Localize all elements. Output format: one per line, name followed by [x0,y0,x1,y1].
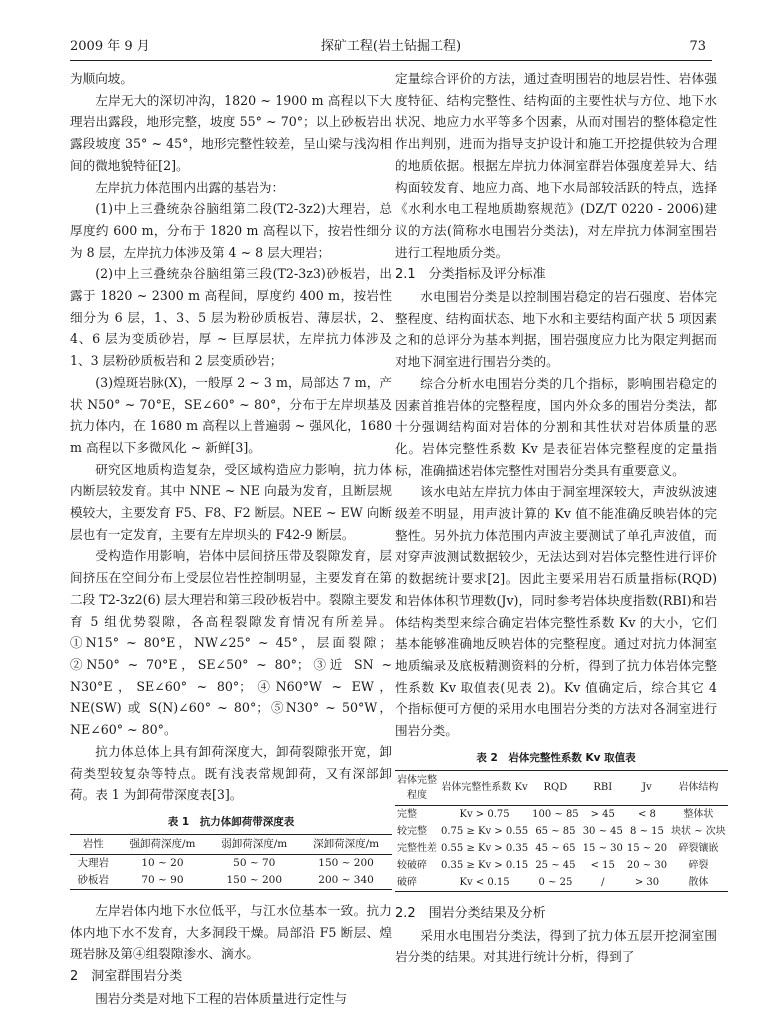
table-cell: 完整 [397,808,417,820]
table-header-cell: 岩体完整性系数 Kv [441,782,528,794]
table-cell: 65 ~ 85 [535,825,576,837]
table-row [70,872,392,890]
table-header-cell: 岩体结构 [678,782,719,794]
table-header-cell: 岩性 [82,837,104,850]
table-cell: 0.55 ≥ Kv > 0.35 [441,842,529,854]
table1-caption: 表 1 抗力体卸荷带深度表 [167,815,295,828]
paragraph: 抗力体总体上具有卸荷深度大，卸荷裂隙张开宽，卸荷类型较复杂等特点。既有浅表常规卸荷，又有深部卸荷。表 1 为卸荷带深度表[3]。 [70,743,392,803]
table-header-cell: 岩体完整程度 [397,774,437,801]
table-cell: 0.35 ≥ Kv > 0.15 [441,859,529,871]
paragraph: 受构造作用影响，岩体中层间挤压带及裂隙发育，层间挤压在空间分布上受层位岩性控制明显，主要发育在第二段 T2-3z2(6) 层大理岩和第三段砂板岩中。裂隙主要发育 5 组优势裂隙，各高程裂隙发育情况有所差异。①N15° ~ 80°E，NW∠25° ~ 45°，层面裂隙；②N50° ~ 70°E，SE∠50° ~ 80°；③近 SN ~ N30°E，SE∠60° ~ 80°；④N60°W ~ EW，NE(SW) 或 S(N)∠60° ~ 80°；⑤N30° ~ 50°W，NE∠60° ~ 80°。 [70,548,392,738]
table-row [395,805,728,823]
table-row [395,823,728,840]
table-cell: 30 ~ 45 [582,825,623,837]
paragraph: 水电围岩分类是以控制围岩稳定的岩石强度、岩体完整程度、结构面状态、地下水和主要结构面产状 5 项因素之和的总评分为基本判据，围岩强度应力比为限定判据而对地下洞室进行围岩分类的。 [395,289,717,370]
paragraph: 左岸无大的深切冲沟，1820 ~ 1900 m 高程以下大理岩出露段，地形完整，坡度 55° ~ 70°；以上砂板岩出露段坡度 35° ~ 45°，地形完整性较差，呈山梁与浅沟相间的微地貌特征[2]。 [70,92,392,173]
table-cell: 70 ~ 90 [141,873,184,886]
table-cell: 15 ~ 20 [626,842,668,854]
paragraph: 左岸抗力体范围内出露的基岩为： [95,179,285,195]
table2-caption: 表 2 岩体完整性系数 Kv 取值表 [476,751,636,764]
table-header-cell: 弱卸荷深度/m [221,837,288,850]
table-header-row [395,770,728,805]
table-row [395,840,728,857]
table-cell: Kv < 0.15 [459,876,510,888]
table-cell: 0.75 ≥ Kv > 0.55 [441,825,529,837]
table-cell: 碎裂 [688,859,709,871]
header-date: 2009 年 9 月 [70,39,150,54]
table-cell: 碎裂镶嵌 [678,842,719,854]
paragraph: 左岸岩体内地下水位低平，与江水位基本一致。抗力体内地下水不发育，大多洞段干燥。局部沿 F5 断层、煌斑岩脉及第④组裂隙渗水、滴水。 [70,902,392,962]
table-cell: 20 ~ 30 [626,859,668,871]
header-page-number: 73 [689,39,706,54]
table-header-cell: RQD [543,782,568,794]
table-cell: < 8 [638,808,656,820]
section-heading: 2 洞室群围岩分类 [70,969,183,985]
running-header [70,34,712,61]
spacer [70,890,392,900]
paragraph: (3)煌斑岩脉(X)，一般厚 2 ~ 3 m，局部达 7 m，产状 N50° ~ 70°E，SE∠60° ~ 80°，分布于左岸坝基及抗力体内，在 1680 m 高程以上普遍弱 ~ 强风化，1680 m 高程以下多微风化 ~ 新鲜[3]。 [70,374,392,455]
table-cell: 50 ~ 70 [233,856,276,869]
table-cell: < 15 [590,859,615,871]
table-cell: 破碎 [397,876,417,888]
table-header-cell: 深卸荷深度/m [313,837,380,850]
table-cell: 0 ~ 25 [538,876,573,888]
table-cell: 完整性差 [397,842,437,854]
table-cell: 15 ~ 30 [582,842,623,854]
subsection-heading: 2.2 围岩分类结果及分析 [395,905,546,921]
table-cell: Kv > 0.75 [459,808,510,820]
subsection-heading: 2.1 分类指标及评分标准 [395,267,546,283]
table-cell: 大理岩 [77,856,110,869]
table-cell: 整体状 [683,808,714,820]
table-cell: 较完整 [397,825,427,837]
table-cell: 200 ~ 340 [318,873,374,886]
table-cell: 散体 [688,876,709,888]
table-cell: > 45 [590,808,615,820]
table-cell: 45 ~ 65 [535,842,576,854]
table-header-row [70,834,392,854]
header-journal: 探矿工程(岩土钻掘工程) [320,39,462,54]
kv-value-table [395,770,728,892]
table-cell: 10 ~ 20 [141,856,184,869]
paragraph: 综合分析水电围岩分类的几个指标，影响围岩稳定的因素首推岩体的完整程度，国内外众多的围岩分类法，都十分强调结构面对岩体的分割和其性状对岩体质量的恶化。岩体完整性系数 Kv 是表征岩体完整程度的定量指标，准确描述岩体完整性对围岩分类具有重要意义。 [395,375,717,478]
table-cell: 150 ~ 200 [226,873,283,886]
table-cell: 较破碎 [397,859,427,871]
table-cell: 砂板岩 [77,873,110,886]
left-column [70,68,392,1009]
table-cell: 100 ~ 85 [532,808,579,820]
paragraph: (1)中上三叠统杂谷脑组第二段(T2-3z2)大理岩，总厚度约 600 m，分布于 1820 m 高程以下，按岩性细分为 8 层，左岸抗力体涉及第 4 ~ 8 层大理岩； [70,201,392,260]
unloading-depth-table [70,834,392,890]
table-cell: 块状 ~ 次块 [671,825,726,837]
spacer [395,892,717,902]
paragraph: 该水电站左岸抗力体由于洞室埋深较大，声波纵波速级差不明显，用声波计算的 Kv 值不能准确反映岩体的完整性。另外抗力体范围内声波主要测试了单孔声波值，而对穿声波测试数据较少，无法达到对岩体完整性进行评价的数据统计要求[2]。因此主要采用岩石质量指标(RQD)和岩体体积节理数(Jv)，同时参考岩体块度指数(RBI)和岩体结构类型来综合确定岩体完整性系数 Kv 的大小，它们基本能够准确地反映岩体的完整程度。通过对抗力体洞室地质编录及底板精测资料的分析，得到了抗力体岩体完整性系数 Kv 取值表(见表 2)。Kv 值确定后，综合其它 4 个指标便可方便的采用水电围岩分类的方法对各洞室进行围岩分类。 [395,484,717,739]
table-header-cell: 强卸荷深度/m [129,837,196,850]
paragraph: 围岩分类是对地下工程的岩体质量进行定性与 [95,990,348,1006]
paragraph: (2)中上三叠统杂谷脑组第三段(T2-3z3)砂板岩，出露于 1820 ~ 2300 m 高程间，厚度约 400 m，按岩性细分为 6 层，1、3、5 层为粉砂质板岩、薄层状，2、4、6 层为变质砂岩，厚 ~ 巨厚层状，左岸抗力体涉及 1、3 层粉砂质板岩和 2 层变质砂岩； [70,266,392,369]
table-row [395,857,728,874]
table-cell: 150 ~ 200 [318,856,374,869]
right-column [395,68,726,968]
paragraph: 定量综合评价的方法，通过查明围岩的地层岩性、岩体强度特征、结构完整性、结构面的主要性状与方位、地下水状况、地应力水平等多个因素，从而对围岩的整体稳定性作出判别，进而为指导支护设计和施工开挖提供较为合理的地质依据。根据左岸抗力体洞室群岩体强度差异大、结构面较发育、地应力高、地下水局部较活跃的特点，选择《水利水电工程地质勘察规范》(DZ/T 0220 - 2006)建议的方法(简称水电围岩分类法)，对左岸抗力体洞室围岩进行工程地质分类。 [395,71,717,260]
table-header-cell: Jv [642,782,652,794]
table-cell: 25 ~ 45 [535,859,576,871]
table-cell: > 30 [634,876,660,888]
table-cell: 8 ~ 15 [630,825,664,837]
table-row [70,854,392,872]
paragraph: 研究区地质构造复杂，受区域构造应力影响，抗力体内断层较发育。其中 NNE ~ NE 向最为发育，且断层规模较大，主要发育 F5、F8、F2 断层。NEE ~ EW 向断层也有一定发育，主要有左岸坝头的 F42-9 断层。 [70,461,392,542]
paragraph: 为顺向坡。 [70,71,133,86]
table-row [395,874,728,892]
table-cell: / [601,876,605,888]
table-header-cell: RBI [593,782,613,794]
paragraph: 采用水电围岩分类法，得到了抗力体五层开挖洞室围岩分类的结果。对其进行统计分析，得到了 [395,927,717,965]
